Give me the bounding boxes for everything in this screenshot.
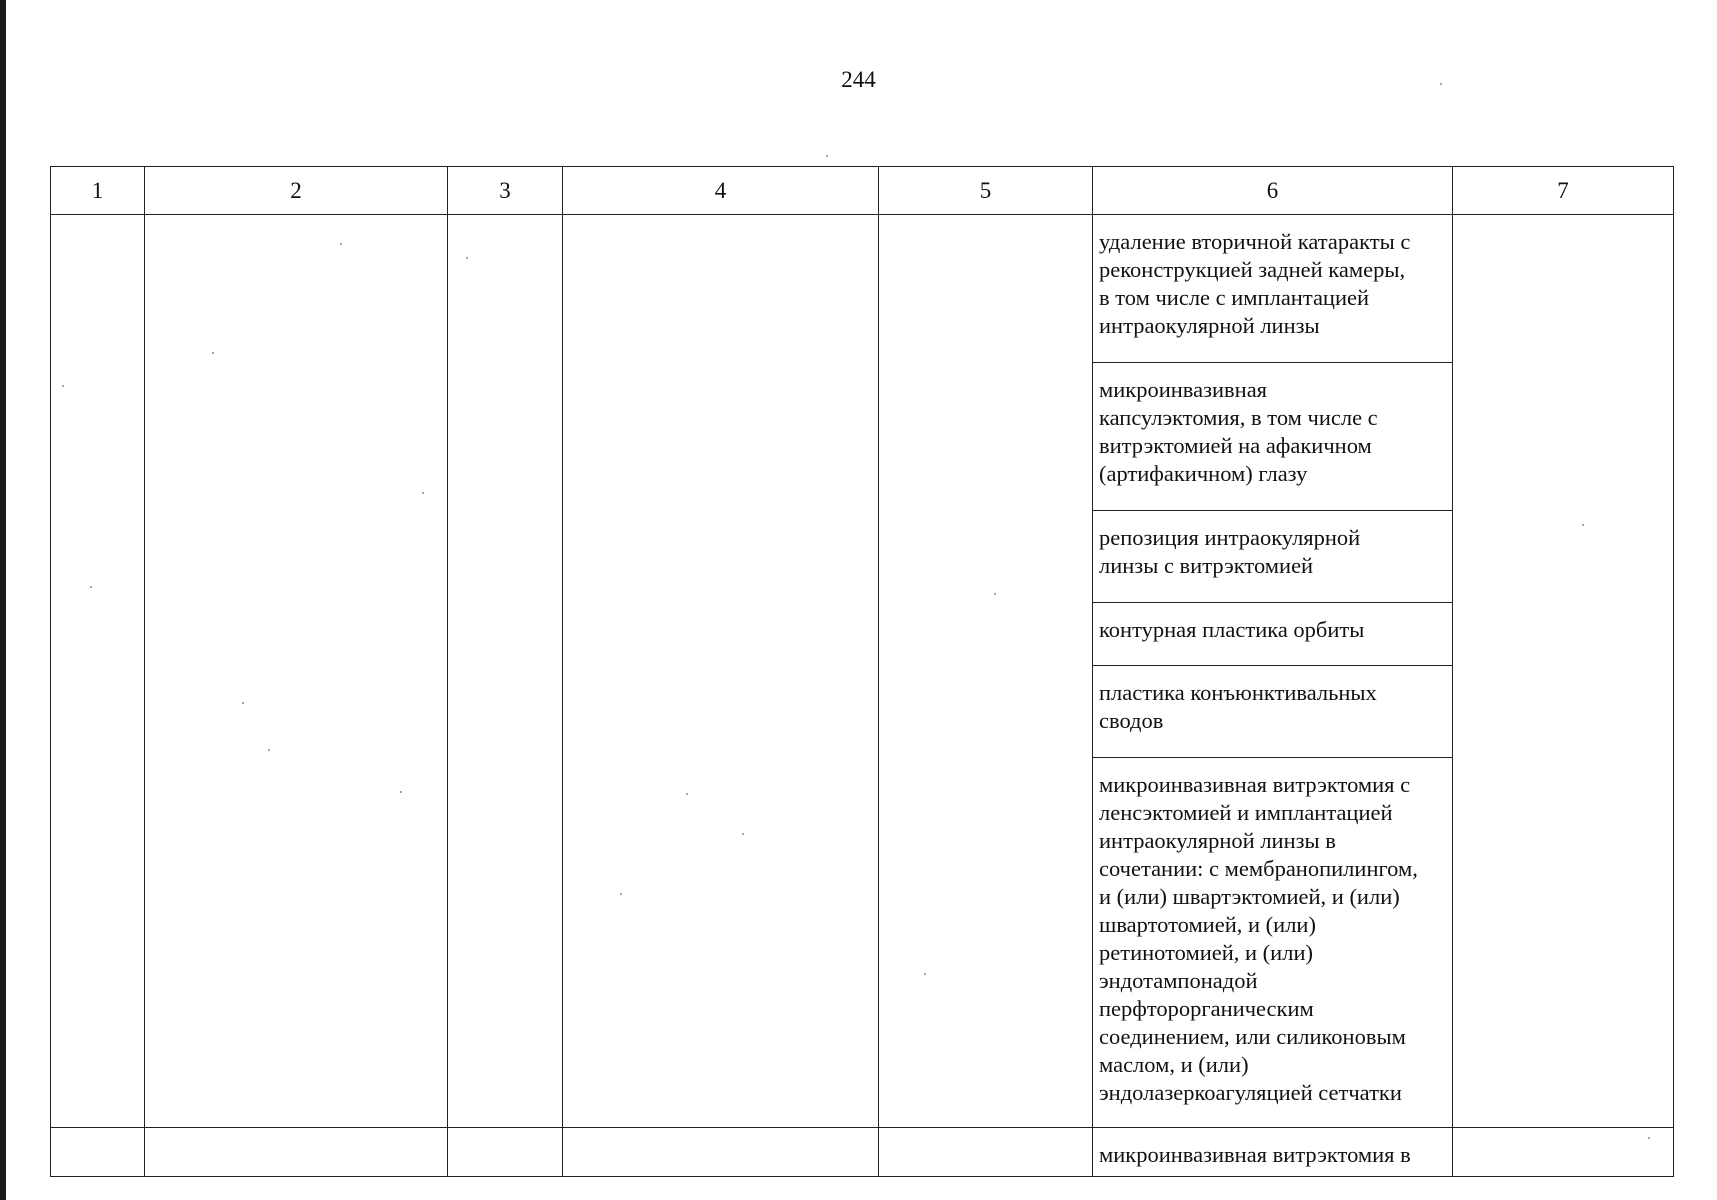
procedure-line: интраокулярной линзы в bbox=[1099, 828, 1336, 853]
procedure-line: соединением, или силиконовым bbox=[1099, 1024, 1406, 1049]
scan-speck bbox=[466, 257, 468, 259]
empty-cell-col-3 bbox=[448, 215, 563, 1128]
table-row-continued bbox=[51, 1128, 1674, 1177]
table-row bbox=[51, 215, 1674, 363]
procedure-cell bbox=[1093, 666, 1453, 758]
table-header-row bbox=[51, 167, 1674, 215]
empty-cell-col-1 bbox=[51, 1128, 145, 1177]
procedure-line: микроинвазивная витрэктомия в bbox=[1099, 1142, 1411, 1167]
procedure-line: (артифакичном) глазу bbox=[1099, 461, 1308, 486]
scan-speck bbox=[1582, 524, 1584, 526]
empty-cell-col-3 bbox=[448, 1128, 563, 1177]
procedure-line: пластика конъюнктивальных bbox=[1099, 680, 1377, 705]
procedure-line: интраокулярной линзы bbox=[1099, 313, 1320, 338]
procedure-line: микроинвазивная витрэктомия с bbox=[1099, 772, 1411, 797]
procedure-line: репозиция интраокулярной bbox=[1099, 525, 1361, 550]
empty-cell-col-7 bbox=[1453, 1128, 1674, 1177]
scan-edge-bar bbox=[0, 0, 6, 1200]
column-header-1: 1 bbox=[51, 167, 145, 215]
scan-speck bbox=[422, 492, 424, 494]
column-header-5: 5 bbox=[879, 167, 1093, 215]
procedure-line: маслом, и (или) bbox=[1099, 1052, 1249, 1077]
scan-speck bbox=[340, 243, 342, 245]
procedure-line: линзы с витрэктомией bbox=[1099, 553, 1314, 578]
procedure-table bbox=[50, 166, 1674, 1177]
scan-speck bbox=[1648, 1137, 1650, 1139]
scan-speck bbox=[268, 749, 270, 751]
procedure-line: и (или) швартэктомией, и (или) bbox=[1099, 884, 1400, 909]
scan-speck bbox=[924, 973, 926, 975]
column-header-4: 4 bbox=[563, 167, 879, 215]
scan-speck bbox=[686, 793, 688, 795]
procedure-line: эндолазеркоагуляцией сетчатки bbox=[1099, 1080, 1402, 1105]
procedure-cell bbox=[1093, 363, 1453, 511]
scan-speck bbox=[242, 702, 244, 704]
page-number: 244 bbox=[841, 67, 876, 92]
procedure-line: удаление вторичной катаракты с bbox=[1099, 229, 1411, 254]
empty-cell-col-5 bbox=[879, 1128, 1093, 1177]
empty-cell-col-1 bbox=[51, 215, 145, 1128]
procedure-line: сочетании: с мембранопилингом, bbox=[1099, 856, 1418, 881]
scan-speck bbox=[90, 586, 92, 588]
procedure-line: сводов bbox=[1099, 708, 1164, 733]
scan-speck bbox=[62, 385, 64, 387]
empty-cell-col-2 bbox=[145, 1128, 448, 1177]
procedure-line: контурная пластика орбиты bbox=[1099, 617, 1365, 642]
empty-cell-col-5 bbox=[879, 215, 1093, 1128]
procedure-line: в том числе с имплантацией bbox=[1099, 285, 1370, 310]
scan-speck bbox=[400, 791, 402, 793]
procedure-line: ретинотомией, и (или) bbox=[1099, 940, 1313, 965]
scan-speck bbox=[994, 593, 996, 595]
scan-speck bbox=[826, 155, 828, 157]
procedure-cell bbox=[1093, 603, 1453, 666]
scan-speck bbox=[742, 833, 744, 835]
procedure-line: микроинвазивная bbox=[1099, 377, 1268, 402]
scan-speck bbox=[1440, 83, 1442, 85]
scan-speck bbox=[620, 893, 622, 895]
procedure-line: швартотомией, и (или) bbox=[1099, 912, 1316, 937]
procedure-cell bbox=[1093, 1128, 1453, 1177]
procedure-line: капсулэктомия, в том числе с bbox=[1099, 405, 1378, 430]
scan-speck bbox=[212, 352, 214, 354]
procedure-cell bbox=[1093, 215, 1453, 363]
empty-cell-col-7 bbox=[1453, 215, 1674, 1128]
procedure-cell bbox=[1093, 511, 1453, 603]
empty-cell-col-4 bbox=[563, 1128, 879, 1177]
empty-cell-col-2 bbox=[145, 215, 448, 1128]
procedure-line: витрэктомией на афакичном bbox=[1099, 433, 1372, 458]
procedure-line: эндотампонадой bbox=[1099, 968, 1258, 993]
column-header-7: 7 bbox=[1453, 167, 1674, 215]
column-header-3: 3 bbox=[448, 167, 563, 215]
procedure-line: перфторорганическим bbox=[1099, 996, 1314, 1021]
procedure-line: ленсэктомией и имплантацией bbox=[1099, 800, 1393, 825]
procedure-cell bbox=[1093, 758, 1453, 1128]
column-header-6: 6 bbox=[1093, 167, 1453, 215]
empty-cell-col-4 bbox=[563, 215, 879, 1128]
procedure-line: реконструкцией задней камеры, bbox=[1099, 257, 1406, 282]
column-header-2: 2 bbox=[145, 167, 448, 215]
